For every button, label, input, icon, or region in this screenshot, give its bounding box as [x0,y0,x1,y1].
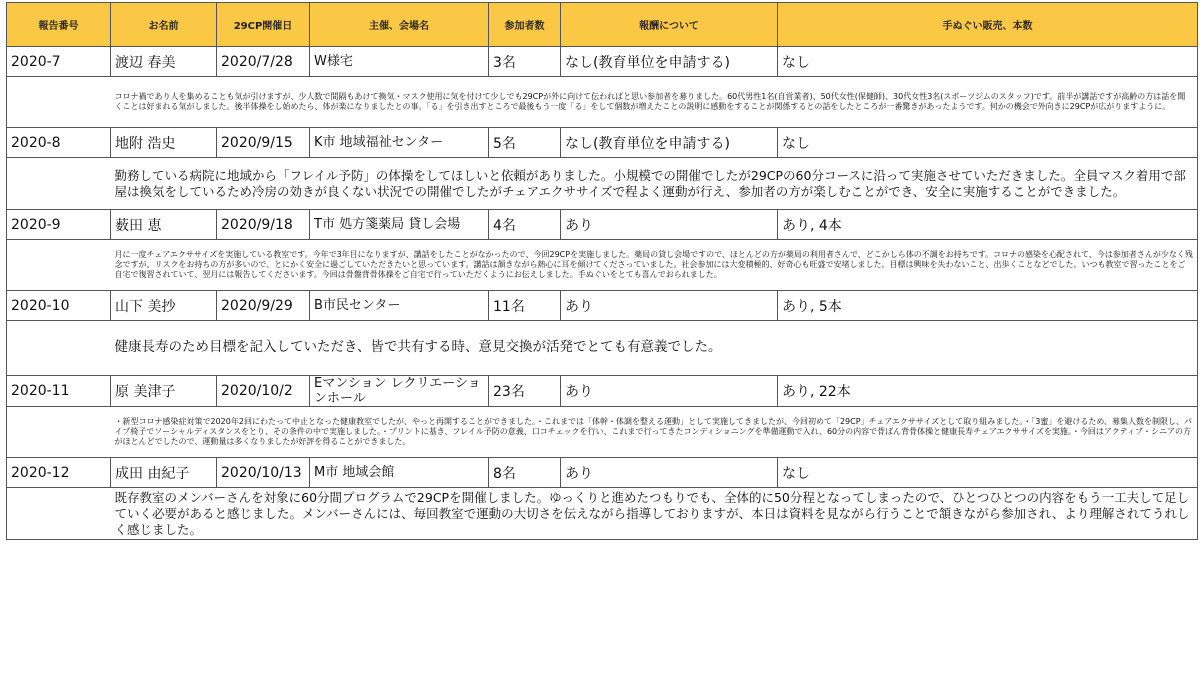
towel-sales-cell: なし [778,128,1198,158]
table-row [7,291,1198,321]
name-cell: 薮田 恵 [111,210,217,240]
reward-cell: あり [561,291,778,321]
venue-cell: K市 地域福祉センター [310,128,489,158]
header-name: お名前 [111,3,217,47]
comment-cell: 勤務している病院に地域から「フレイル予防」の体操をしてほしいと依頼がありました。小規模での開催でしたが29CPの60分コースに沿って実施させていただきました。全員マスク着用で部屋は換気をしているため冷房の効きが良くない状況での開催でしたがチェアエクササイズで程よく運動が行え、参加者の方が楽しむことができ、安全に実施することができました。 [111,158,1198,210]
towel-sales-cell: なし [778,458,1198,488]
date-cell: 2020/10/2 [217,376,310,407]
date-cell: 2020/9/15 [217,128,310,158]
header-organizer-venue: 主催、会場名 [310,3,489,47]
venue-cell: Eマンション レクリエーションホール [310,376,489,407]
comment-row [7,158,1198,210]
name-cell: 地附 浩史 [111,128,217,158]
report-no-cell: 2020-10 [7,291,111,321]
date-cell: 2020/9/18 [217,210,310,240]
comment-cell: ・新型コロナ感染症対策で2020年2回にわたって中止となった健康教室でしたが、やっと再開することができました。・これまでは「体幹・体調を整える運動」として実施してきましたが、今回初めて「29CP」チェアエクササイズとして取り組みました。・「3蜜」を避けるため、募集人数を制限し、パイプ椅子でソーシャルディスタンスをとり、その条件の中で実施しました。・プリントに基き、フレイル予防の意義、口コチェックを行い、これまで行ってきたコンディショニングを準備運動で入れ、60分の内容で骨ばん背骨体操と健康長寿チェアエクササイズを実施。・今回はアクティブ・シニアの方がほとんどでしたので、運動量は多くなりましたが好評を得ることができました。 [111,407,1198,458]
towel-sales-cell: なし [778,47,1198,77]
name-cell: 山下 美抄 [111,291,217,321]
reward-cell: なし(教育単位を申請する) [561,47,778,77]
report-table [6,2,1198,540]
header-towel-sales: 手ぬぐい販売、本数 [778,3,1198,47]
venue-cell: T市 処方箋薬局 貸し会場 [310,210,489,240]
comment-spacer [7,158,111,210]
venue-cell: W様宅 [310,47,489,77]
comment-cell: 健康長寿のため目標を記入していただき、皆で共有する時、意見交換が活発でとても有意義でした。 [111,321,1198,376]
date-cell: 2020/9/29 [217,291,310,321]
report-no-cell: 2020-11 [7,376,111,407]
comment-row [7,321,1198,376]
header-row [7,3,1198,47]
table-row [7,47,1198,77]
table-row [7,458,1198,488]
participants-cell: 5名 [489,128,561,158]
comment-cell: 既存教室のメンバーさんを対象に60分間プログラムで29CPを開催しました。ゆっくりと進めたつもりでも、全体的に50分程となってしまったので、ひとつひとつの内容をもう一工夫して足していく必要があると感じました。メンバーさんには、毎回教室で運動の大切さを伝えながら指導しておりますが、本日は資料を見ながら行うことで頷きながら参加され、より理解されてうれしく感じました。 [111,488,1198,540]
participants-cell: 23名 [489,376,561,407]
comment-spacer [7,240,111,291]
name-cell: 原 美津子 [111,376,217,407]
table-row [7,210,1198,240]
comment-spacer [7,77,111,128]
participants-cell: 8名 [489,458,561,488]
comment-row [7,407,1198,458]
participants-cell: 11名 [489,291,561,321]
towel-sales-cell: あり, 5本 [778,291,1198,321]
participants-cell: 3名 [489,47,561,77]
header-report-no: 報告番号 [7,3,111,47]
header-participants: 参加者数 [489,3,561,47]
table-row [7,376,1198,407]
name-cell: 成田 由紀子 [111,458,217,488]
comment-spacer [7,488,111,540]
comment-cell: 月に一度チェアエクササイズを実施している教室です。今年で3年目になりますが、講話をしたことがなかったので、今回29CPを実施しました。薬局の貸し会場ですので、ほとんどの方が薬局の利用者さんで、どこかしら体の不調をお持ちです。コロナの感染を心配されて、今は参加者さんが少なく残念ですが、リスクをお持ちの方が多いので、とにかく安全に過ごしていただきたいと思っています。講話は頷きながら熱心に耳を傾けてくださっていました。社会参加には大変積極的、好奇心も旺盛で安堵しました。目標は興味を失わないこと、出歩くことなどでした。いつも教室で習ったことをご自宅で復習されていて、翌月には報告してくださいます。今回は骨盤背骨体操をご自宅で行っていただくようにお伝えしました。手ぬぐいをとても喜んでおられました。 [111,240,1198,291]
towel-sales-cell: あり, 4本 [778,210,1198,240]
date-cell: 2020/10/13 [217,458,310,488]
report-no-cell: 2020-9 [7,210,111,240]
report-no-cell: 2020-7 [7,47,111,77]
name-cell: 渡辺 春美 [111,47,217,77]
report-no-cell: 2020-12 [7,458,111,488]
header-date: 29CP開催日 [217,3,310,47]
comment-spacer [7,407,111,458]
reward-cell: あり [561,458,778,488]
comment-row [7,488,1198,540]
comment-cell: コロナ禍であり人を集めることも気が引けますが、少人数で間隔もあけて換気・マスク使用に気を付けて少しでも29CPが外に向けて伝わればと思い参加者を募りました。60代男性1名(自営業者)、50代女性(保健師)、30代女性3名(スポーツジムのスタッフ)です。前半が講話ですが高齢の方は話を聞くことは好まれる気がしました。後半体操をし始めたら、体が楽になりましたとの事。「る」を引き出すところで最後もう一度「る」をして個数が増えたことの説明に感動をすることが関係するとの話をしたところが一番驚きがあったようです。何かの機会で外向きに29CPが広がりますように。 [111,77,1198,128]
comment-spacer [7,321,111,376]
reward-cell: あり [561,376,778,407]
venue-cell: M市 地域会館 [310,458,489,488]
comment-row [7,240,1198,291]
participants-cell: 4名 [489,210,561,240]
report-no-cell: 2020-8 [7,128,111,158]
venue-cell: B市民センター [310,291,489,321]
towel-sales-cell: あり, 22本 [778,376,1198,407]
reward-cell: あり [561,210,778,240]
comment-row [7,77,1198,128]
date-cell: 2020/7/28 [217,47,310,77]
table-row [7,128,1198,158]
header-reward: 報酬について [561,3,778,47]
reward-cell: なし(教育単位を申請する) [561,128,778,158]
